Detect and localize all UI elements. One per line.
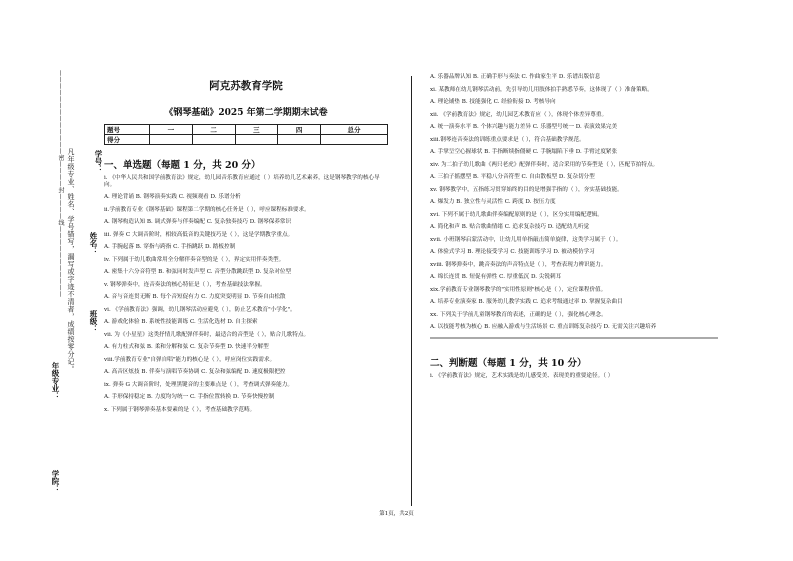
- student-id-label: 学号：: [94, 150, 103, 173]
- question-text: i. 《学前教育法》规定，艺术实践是幼儿感受美、表现美的重要途径。（ ）: [430, 373, 614, 379]
- question-text: xi. 某教师在幼儿钢琴活动前，先引导幼儿用肢体拍手熟悉节奏，这体现了（ ）准备策略。: [430, 87, 653, 93]
- score-input-cell[interactable]: [278, 135, 321, 145]
- name-label: 姓名：: [89, 232, 98, 255]
- question-options: A. 绵长连贯 B. 短促有弹性 C. 厚重低沉 D. 尖锐刺耳: [430, 274, 562, 280]
- score-input-cell[interactable]: [321, 135, 388, 145]
- question-options: A. 有力柱式和弦 B. 柔和分解和弦 C. 复杂节奏型 D. 快速半分解型: [104, 344, 269, 350]
- score-table-score-row: [105, 135, 388, 145]
- question-options: A. 简化和声 B. 贴合歌曲情绪 C. 追求复杂技巧 D. 适配幼儿听觉: [430, 224, 590, 230]
- question-options: A. 理论背诵 B. 钢琴演奏实践 C. 视频观看 D. 乐谱分析: [104, 194, 241, 200]
- question-text: x. 下列属于钢琴弹奏基本要素的是（ ），考查基础教学范畴。: [104, 407, 256, 413]
- question-options: A. 爆发力 B. 独立性与灵活性 C. 跨度 D. 按压力度: [430, 199, 556, 205]
- question-options: A. 密集十六分音符型 B. 和弦同时发声型 C. 音型分散跳跃型 D. 复杂对位型: [104, 269, 292, 275]
- question-text: xvii. 小班钢琴启蒙活动中，让幼儿用单指敲击简单旋律，这类学习属于（ ）。: [430, 237, 622, 243]
- left-column: [104, 78, 388, 419]
- question-text: xii. 《学前教育法》规定，幼儿园艺术教育应（ ），体现个体差异尊重。: [430, 112, 608, 118]
- score-cell: 二: [192, 125, 235, 135]
- question-options: A. 手掌呈空心握球状 B. 手指断续指僵硬 C. 手腕塌陷下垂 D. 手臂过度紧张: [430, 149, 618, 155]
- score-cell: 四: [278, 125, 321, 135]
- score-cell: 总分: [321, 125, 388, 135]
- score-table: [104, 124, 388, 145]
- question-options: A. 乐器品牌认知 B. 正确手形与奏法 C. 作曲家生平 D. 乐谱出版信息: [430, 74, 601, 80]
- score-cell: 一: [150, 125, 193, 135]
- question-text: xix.学前教育专业钢琴教学的"实用性原则"核心是（ ），定位课程价值。: [430, 287, 607, 293]
- question-options: A. 手腕起落 B. 穿指与跨指 C. 手指跳跃 D. 踏板控制: [104, 244, 236, 250]
- left-question-list: [104, 175, 388, 414]
- question-text: viii.学前教育专业"自弹自唱"能力的核心是（ ），呼应岗位实践需求。: [104, 357, 276, 363]
- section-divider: [430, 337, 718, 339]
- question-text: vii. 为《小星星》这类抒情儿歌配弹伴奏时，最适合的音型是（ ），贴合儿歌特点。: [104, 332, 310, 338]
- score-input-cell[interactable]: [150, 135, 193, 145]
- question-text: xx. 下列关于学前儿童钢琴教育的表述，正确的是（ ），强化核心理念。: [430, 312, 607, 318]
- score-input-cell[interactable]: [235, 135, 278, 145]
- question-text: iv. 下列属于幼儿歌曲常用全分解伴奏音型的是（ ），界定实用伴奏类型。: [104, 257, 285, 263]
- score-cell: 题号: [105, 125, 150, 135]
- score-cell: 三: [235, 125, 278, 135]
- question-options: A. 三拍子摇摆型 B. 平稳八分音符型 C. 自由散板型 D. 复杂切分型: [430, 174, 595, 180]
- seal-line-text: —————————————密————封————线———————————: [57, 70, 64, 298]
- question-options: A. 培养专业演奏家 B. 服务幼儿教学实践 C. 追求考级通过率 D. 掌握复杂曲目: [430, 299, 623, 305]
- question-text: xiii.钢琴连音奏法的训练重点要求是（ ），符合基础教学规范。: [430, 137, 585, 143]
- question-text: ii.学前教育专业《钢琴基础》课程第二学期的核心任务是（ ），呼应课程标准要求。: [104, 207, 310, 213]
- class-label: 班级：: [89, 310, 98, 333]
- question-options: A. 高音区炫技 B. 伴奏与演唱节奏协调 C. 复杂和弦编配 D. 速度极限把控: [104, 369, 286, 375]
- right-question-list: [430, 74, 718, 331]
- page-footer: 第1页，共2页: [379, 511, 414, 517]
- question-options: A. 游戏化体验 B. 系统性技能训练 C. 生活化选材 D. 自主探索: [104, 319, 258, 325]
- binding-notice: 凡年级专业、姓名、学号错写，漏写或字迹不清者，成绩按零分记。: [67, 148, 75, 373]
- section-title-true-false: 二、判断题（每题 1 分，共 10 分）: [430, 358, 587, 369]
- score-input-cell[interactable]: [192, 135, 235, 145]
- question-options: A. 理论铺垫 B. 技能强化 C. 经验衔接 D. 考核导向: [430, 99, 556, 105]
- question-text: i. 《中华人民共和国学前教育法》规定，幼儿园音乐教育应通过（ ）培养幼儿艺术素养，这是钢琴教学的核心导向。: [104, 175, 380, 188]
- question-text: xviii. 钢琴弹奏中，跳音奏法的声音特点是（ ），考查表现力辨识能力。: [430, 262, 607, 268]
- question-options: A. 音与音连贯无断 B. 每个音短促有力 C. 力度突变明显 D. 节奏自由松散: [104, 294, 286, 300]
- question-text: ix. 弹奏 G 大调音阶时，处理黑键音的主要难点是（ ），考查调式弹奏能力。: [104, 382, 293, 388]
- question-text: iii. 弹奏 C 大调音阶时，相较高低音的关键技巧是（ ），这是学期教学重点。: [104, 232, 294, 238]
- section-title-single-choice: 一、单选题（每题 1 分，共 20 分）: [104, 160, 261, 171]
- grade-major-label: 年级专业：: [51, 362, 60, 400]
- school-name: 阿克苏教育学院: [209, 80, 283, 92]
- question-text: v. 钢琴弹奏中，连音奏法的核心特征是（ ），考查基础技法掌握。: [104, 282, 266, 288]
- score-table-header-row: [105, 125, 388, 135]
- exam-title: 《钢琴基础》2025 年第二学期期末试卷: [164, 108, 328, 118]
- question-options: A. 钢琴构造认知 B. 调式弹奏与伴奏编配 C. 复杂独奏技巧 D. 钢琴保养常识: [104, 219, 292, 225]
- right-column: [430, 74, 718, 385]
- column-divider: [411, 76, 412, 506]
- question-text: xiv. 为二拍子幼儿歌曲《两只老虎》配弹伴奏时，适合采用的节奏型是（ ），匹配节拍特点。: [430, 162, 659, 168]
- question-text: xv. 钢琴教学中，五指练习贯穿始终的目的是增强手指的（ ），夯实基础技能。: [430, 187, 623, 193]
- question-options: A. 以技能考核为核心 B. 应融入游戏与生活场景 C. 重点训练复杂技巧 D. 无需关注兴趣培养: [430, 324, 657, 330]
- score-cell: 得分: [105, 135, 150, 145]
- question-options: A. 体验式学习 B. 理论接受学习 C. 技能训练学习 D. 被动模仿学习: [430, 249, 595, 255]
- question-options: A. 统一演奏水平 B. 个体兴趣与能力差异 C. 乐器型号统一 D. 表演效果完美: [430, 124, 618, 130]
- college-label: 学院：: [51, 470, 60, 493]
- question-text: vi. 《学前教育法》强调，幼儿钢琴活动应避免（ ），防止艺术教育"小学化"。: [104, 307, 296, 313]
- question-options: A. 手形保持稳定 B. 力度均匀统一 C. 手指位置转换 D. 节奏快慢控制: [104, 394, 275, 400]
- question-text: xvi. 下列不属于幼儿歌曲伴奏编配原则的是（ ），区分实用编配逻辑。: [430, 212, 603, 218]
